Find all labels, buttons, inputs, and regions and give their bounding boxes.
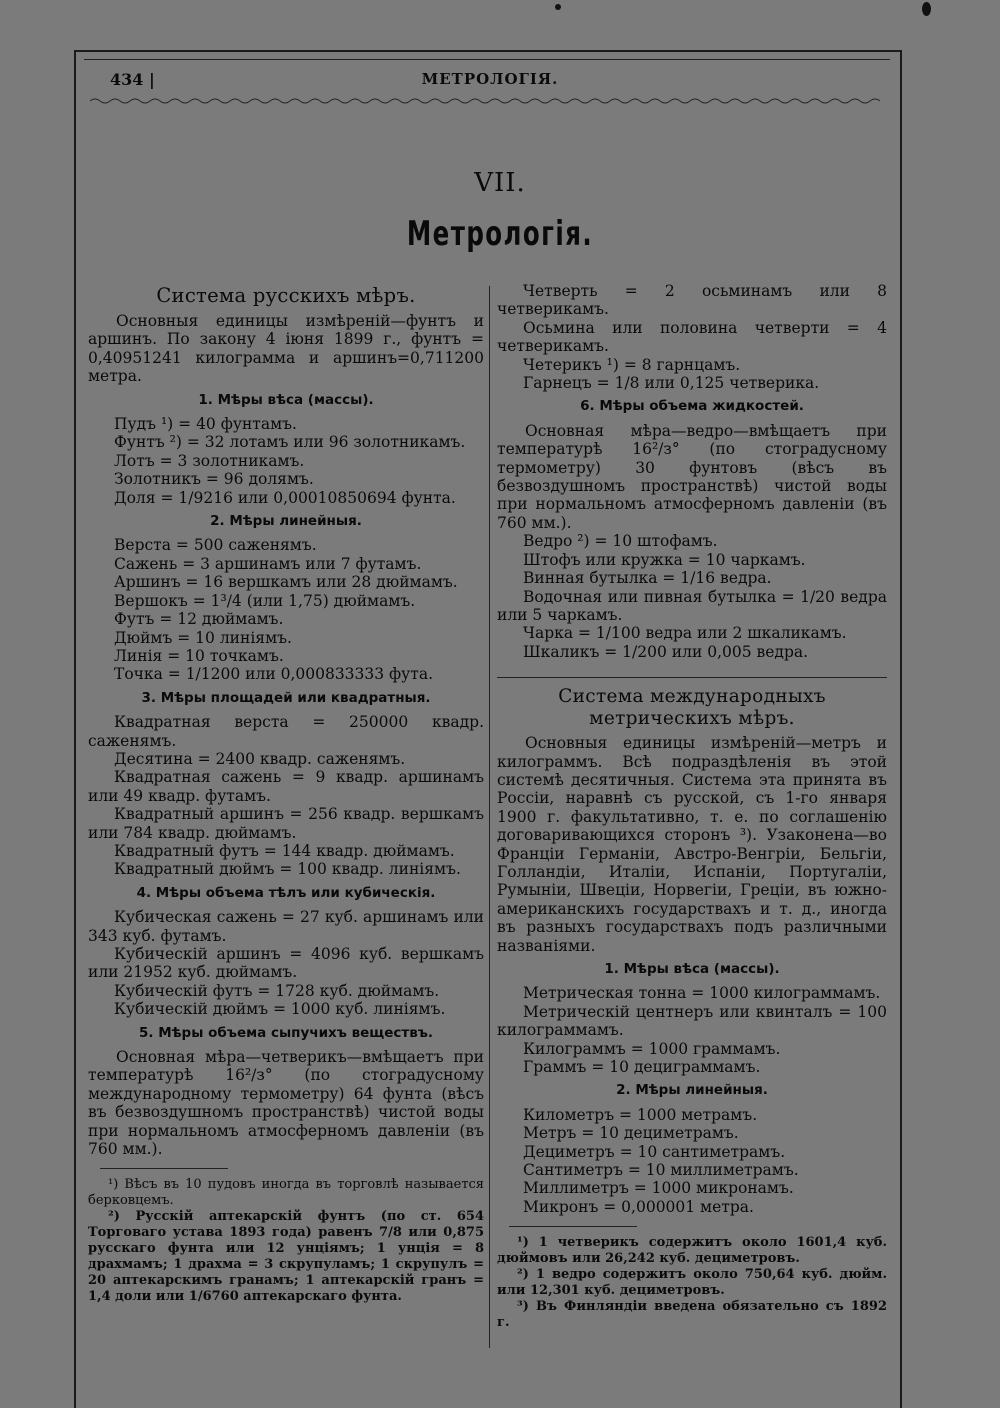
list-item: Пудъ ¹) = 40 фунтамъ. [114, 415, 297, 434]
footnote-rule [100, 1168, 228, 1169]
frame-line [84, 59, 890, 60]
list-item: Сажень = 3 аршинамъ или 7 футамъ. [114, 554, 422, 573]
list-item: Десятина = 2400 квадр. саженямъ. [114, 749, 406, 768]
list-item: Точка = 1/1200 или 0,000833333 фута. [114, 665, 434, 684]
list [88, 908, 484, 1018]
paragraph: Основная мѣра—четверикъ—вмѣщаетъ при температурѣ 16²/з° (по стоградусному международному термометру) 64 фунта (вѣсъ въ безвоздушномъ пространствѣ) чистой воды при нормальномъ атмосферномъ давленiи (въ 760 мм.). [88, 1048, 484, 1159]
scan-mark [922, 2, 931, 16]
list-item: Миллиметръ = 1000 микронамъ. [523, 1179, 794, 1198]
list-item: Лотъ = 3 золотникамъ. [114, 451, 305, 470]
list-item: Квадратная верста = 250000 квадр. саженямъ. [88, 713, 484, 750]
running-head: МЕТРОЛОГIЯ. [421, 70, 559, 88]
list-item: Метрическая тонна = 1000 килограммамъ. [523, 984, 881, 1003]
footnote-rule [509, 1226, 637, 1227]
footnote: ¹) 1 четверикъ содержитъ около 1601,4 куб. дюймовъ или 26,242 куб. дециметровъ. [497, 1235, 887, 1267]
list-item: Квадратный футъ = 144 квадр. дюймамъ. [114, 841, 455, 860]
subsection-title: 4. Мѣры объема тѣлъ или кубическiя. [136, 884, 436, 901]
list-item: Футъ = 12 дюймамъ. [114, 610, 284, 629]
page-header [110, 70, 870, 94]
list-item: Кубическiй футъ = 1728 куб. дюймамъ. [114, 981, 440, 1000]
list [88, 415, 484, 507]
list-item: Аршинъ = 16 вершкамъ или 28 дюймамъ. [114, 573, 458, 592]
right-column [497, 282, 887, 1331]
list-item: Четверть = 2 осьминамъ или 8 четверикамъ. [497, 282, 887, 319]
list-item: Осьмина или половина четверти = 4 четверикамъ. [497, 318, 887, 356]
footnote: ²) Русскiй аптекарскiй фунтъ (по ст. 654 Торговаго устава 1893 года) равенъ 7/8 или 0,875 русскаго фунта или 12 унцiямъ; 1 унцiя = 8 драхмамъ; 1 драхма = 3 скрупуламъ; 1 скрупулъ = 20 аптекарскимъ гранамъ; 1 аптекарскiй гранъ = 1,4 доли или 1/6760 аптекарскаго фунта. [88, 1209, 484, 1305]
list-item: Верста = 500 саженямъ. [114, 536, 317, 555]
list-item: Водочная или пивная бутылка = 1/20 ведра или 5 чаркамъ. [497, 587, 887, 624]
list [88, 713, 484, 879]
list-item: Доля = 1/9216 или 0,00010850694 фунта. [114, 488, 456, 507]
list [497, 532, 887, 661]
list-item: Шкаликъ = 1/200 или 0,005 ведра. [523, 642, 809, 661]
list-item: Квадратный аршинъ = 256 квадр. вершкамъ или 784 квадр. дюймамъ. [88, 805, 484, 842]
header-ornament [90, 96, 880, 106]
page-number: 434 | [110, 70, 155, 89]
list-item: Штофъ или кружка = 10 чаркамъ. [523, 550, 806, 569]
list-item: Золотникъ = 96 долямъ. [114, 470, 314, 489]
list-item: Квадратная сажень = 9 квадр. аршинамъ или 49 квадр. футамъ. [88, 768, 484, 805]
list-item: Винная бутылка = 1/16 ведра. [523, 569, 772, 588]
list-item: Кубическiй дюймъ = 1000 куб. линiямъ. [114, 1000, 446, 1019]
paragraph: Основныя единицы измѣренiй—метръ и килограммъ. Всѣ подраздѣленiя въ этой системѣ десятичныя. Система эта принята въ Россiи, наравнѣ съ русской, съ 1-го января 1900 г. факультативно, т. е. по соглашенiю договаривающихся сторонъ ³). Узаконена—во Францiи Германiи, Австро-Венгрiи, Бельгiи, Голландiи, Италiи, Испанiи, Португалiи, Румынiи, Швецiи, Норвегiи, Грецiи, въ южно-американскихъ государствахъ и т. д., иногда въ разныхъ государствахъ подъ различными названiями. [497, 734, 887, 955]
list-item: Сантиметръ = 10 миллиметрамъ. [523, 1161, 799, 1180]
paragraph: Основныя единицы измѣреній—фунтъ и аршинъ. По закону 4 iюня 1899 г., фунтъ = 0,40951241 килограмма и аршинъ=0,711200 метра. [88, 312, 484, 386]
subsection-title: 2. Мѣры линейныя. [210, 513, 362, 530]
footnote: ²) 1 ведро содержитъ около 750,64 куб. дюйм. или 12,301 куб. дециметровъ. [497, 1267, 887, 1299]
list [497, 282, 887, 392]
list-item: Гарнецъ = 1/8 или 0,125 четверика. [523, 374, 820, 393]
list-item: Микронъ = 0,000001 метра. [523, 1197, 754, 1216]
column-divider [489, 286, 490, 1348]
list-item: Метръ = 10 дециметрамъ. [523, 1124, 739, 1143]
subsection-title: 1. Мѣры вѣса (массы). [604, 961, 780, 977]
list-item: Квадратный дюймъ = 100 квадр. линiямъ. [114, 860, 461, 879]
section-title: Система международныхъ метрическихъ мѣръ. [558, 686, 826, 730]
scan-mark [555, 4, 561, 10]
list-item: Вершокъ = 1³/4 (или 1,75) дюймамъ. [114, 591, 416, 610]
list-item: Килограммъ = 1000 граммамъ. [523, 1039, 781, 1058]
list-item: Дециметръ = 10 сантиметрамъ. [523, 1142, 786, 1161]
subsection-title: 6. Мѣры объема жидкостей. [580, 398, 804, 415]
list [497, 984, 887, 1076]
left-column [88, 282, 484, 1305]
list-item: Чарка = 1/100 ведра или 2 шкаликамъ. [523, 624, 847, 643]
chapter-number: VII. [474, 168, 526, 198]
subsection-title: 2. Мѣры линейныя. [616, 1082, 768, 1099]
list [88, 536, 484, 683]
subsection-title: 1. Мѣры вѣса (массы). [198, 391, 374, 408]
section-title: Система русскихъ мѣръ. [156, 284, 416, 307]
list-item: Километръ = 1000 метрамъ. [523, 1105, 758, 1124]
paragraph: Основная мѣра—ведро—вмѣщаетъ при температурѣ 16²/з° (по стоградусному термометру) 30 фунтовъ (вѣсъ въ безвоздушномъ пространствѣ) чистой воды при нормальномъ атмосферномъ давленiи (въ 760 мм.). [497, 421, 887, 532]
list-item: Четерикъ ¹) = 8 гарнцамъ. [523, 355, 741, 374]
chapter-title: Метрологiя. [406, 214, 594, 254]
footnote: ¹) Вѣсъ въ 10 пудовъ иногда въ торговлѣ называется берковцемъ. [88, 1177, 484, 1209]
section-divider [497, 677, 887, 678]
list-item: Метрическiй центнеръ или квинталъ = 100 килограммамъ. [497, 1002, 887, 1040]
list-item: Ведро ²) = 10 штофамъ. [523, 532, 718, 551]
subsection-title: 5. Мѣры объема сыпучихъ веществъ. [138, 1024, 434, 1041]
footnote: ³) Въ Финляндiи введена обязательно съ 1892 г. [497, 1299, 887, 1331]
list-item: Дюймъ = 10 линiямъ. [114, 628, 292, 647]
subsection-title: 3. Мѣры площадей или квадратныя. [141, 689, 431, 706]
list-item: Кубическiй аршинъ = 4096 куб. вершкамъ или 21952 куб. дюймамъ. [88, 945, 484, 982]
list [497, 1106, 887, 1216]
list-item: Фунтъ ²) = 32 лотамъ или 96 золотникамъ. [114, 433, 466, 452]
list-item: Кубическая сажень = 27 куб. аршинамъ или 343 куб. футамъ. [88, 908, 484, 945]
list-item: Граммъ = 10 дециграммамъ. [523, 1058, 761, 1077]
list-item: Линiя = 10 точкамъ. [114, 646, 284, 665]
